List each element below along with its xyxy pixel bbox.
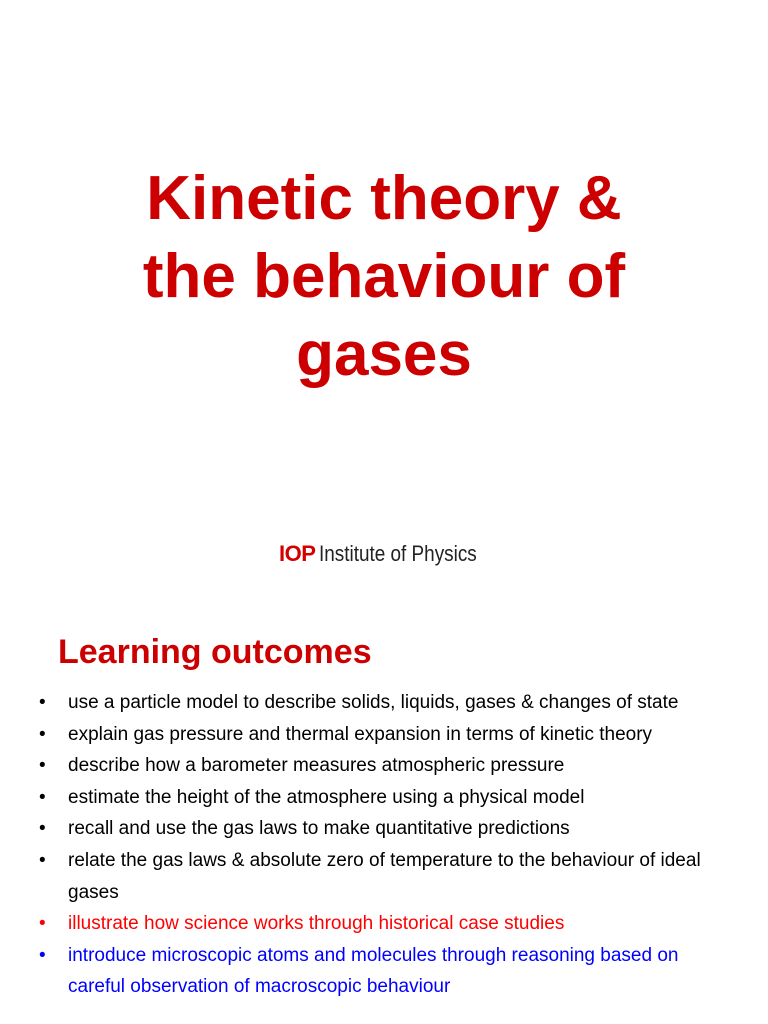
iop-logo-mark: IOP — [279, 541, 316, 566]
learning-outcomes-heading: Learning outcomes — [58, 633, 372, 671]
learning-outcomes-list — [36, 687, 716, 1003]
bullet-icon: • — [39, 849, 46, 871]
bullet-icon: • — [39, 755, 46, 777]
list-item — [36, 750, 716, 782]
list-item-text: explain gas pressure and thermal expansion in terms of kinetic theory — [68, 723, 653, 745]
bullet-icon: • — [39, 786, 46, 808]
list-item — [36, 845, 716, 908]
iop-logo — [279, 538, 503, 570]
list-item-text: use a particle model to describe solids, liquids, gases & changes of state — [68, 692, 679, 713]
bullet-icon: • — [39, 944, 46, 966]
title-line-1: Kinetic theory & — [146, 164, 622, 233]
title-line-2: the behaviour of — [142, 242, 626, 311]
list-item — [36, 719, 716, 751]
bullet-icon: • — [39, 723, 46, 745]
bullet-icon: • — [39, 818, 46, 840]
title-line-3: gases — [296, 320, 472, 389]
list-item-text: relate the gas laws & absolute zero of temperature to the behaviour of ideal gases — [68, 849, 701, 903]
list-item-text: introduce microscopic atoms and molecules through reasoning based on careful observation of macroscopic behaviour — [68, 944, 679, 998]
bullet-icon: • — [39, 692, 46, 713]
list-item — [36, 908, 716, 940]
list-item — [36, 687, 716, 719]
page-title — [0, 160, 768, 394]
list-item-text: describe how a barometer measures atmospheric pressure — [68, 755, 565, 777]
list-item-text: estimate the height of the atmosphere using a physical model — [68, 786, 585, 808]
list-item-text: illustrate how science works through historical case studies — [68, 913, 565, 935]
list-item — [36, 813, 716, 845]
bullet-icon: • — [39, 913, 46, 935]
list-item — [36, 782, 716, 814]
iop-logo-name: Institute of Physics — [319, 541, 478, 566]
list-item-text: recall and use the gas laws to make quantitative predictions — [68, 818, 570, 840]
list-item — [36, 940, 716, 1003]
